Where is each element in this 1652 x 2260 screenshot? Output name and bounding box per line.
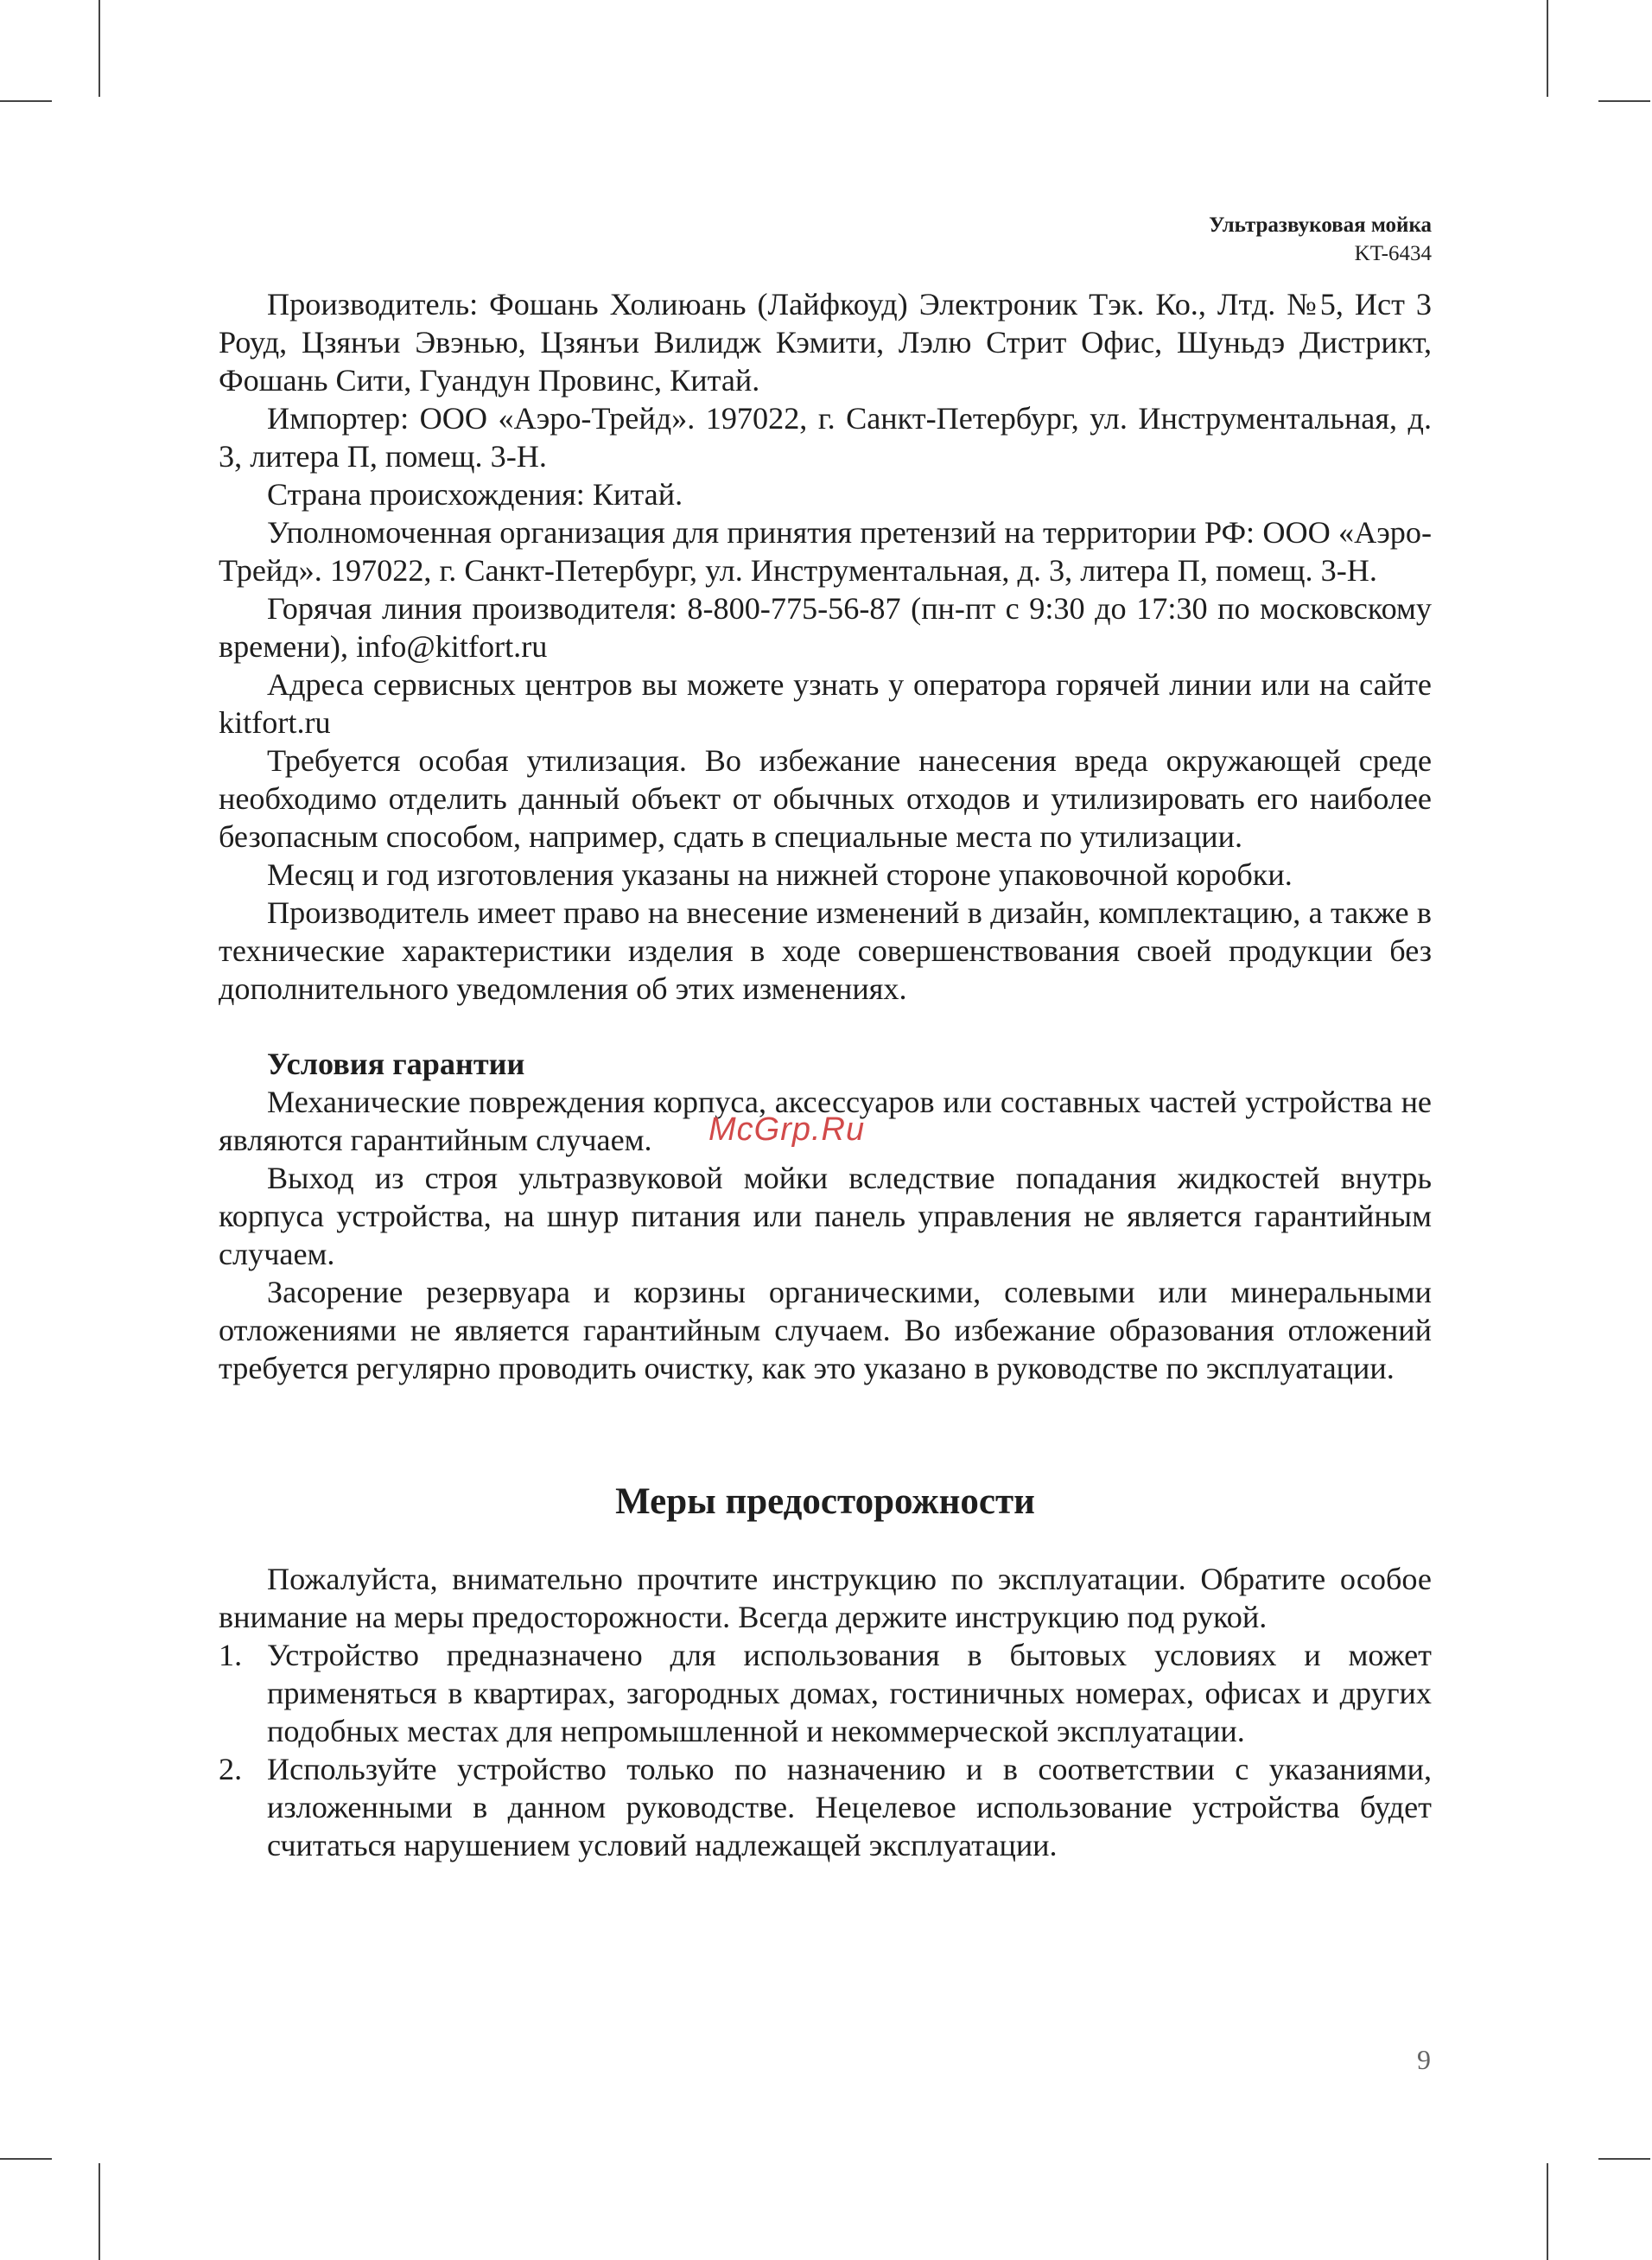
- crop-mark: [1598, 2158, 1650, 2160]
- list-item-number: 2.: [219, 1752, 243, 1786]
- header-title: Ультразвуковая мойка: [1209, 213, 1432, 237]
- manufacturer-paragraph: Производитель: Фошань Холиюань (Лайфкоуд) Электроник Тэк. Ко., Лтд. №5, Ист 3 Роуд, Цзянъи Эвэнью, Цзянъи Вилидж Кэмити, Лэлю Стрит Офис, Шуньдэ Дистрикт, Фошань Сити, Гуандун Провинс, Китай.: [219, 287, 1432, 398]
- crop-mark: [98, 0, 100, 97]
- warranty-heading: Условия гарантии: [267, 1047, 525, 1081]
- crop-mark: [98, 2163, 100, 2260]
- header-model: KT-6434: [1354, 242, 1432, 265]
- page-body: [219, 285, 1432, 1864]
- running-header: [1209, 211, 1432, 268]
- service-centers-paragraph: Адреса сервисных центров вы можете узнать у оператора горячей линии или на сайте kitfort.ru: [219, 667, 1432, 740]
- page-number: 9: [1417, 2044, 1431, 2075]
- changes-paragraph: Производитель имеет право на внесение изменений в дизайн, комплектацию, а также в технические характеристики изделия в ходе совершенствования своей продукции без дополнительного уведомления об этих изменениях.: [219, 895, 1432, 1006]
- list-item: [219, 1636, 1432, 1750]
- precautions-intro: Пожалуйста, внимательно прочтите инструкцию по эксплуатации. Обратите особое внимание на меры предосторожности. Всегда держите инструкцию под рукой.: [219, 1562, 1432, 1634]
- list-item: [219, 1750, 1432, 1864]
- origin-paragraph: Страна происхождения: Китай.: [267, 477, 683, 512]
- crop-mark: [1547, 2163, 1548, 2260]
- crop-mark: [1598, 100, 1650, 102]
- disposal-paragraph: Требуется особая утилизация. Во избежание нанесения вреда окружающей среде необходимо отделить данный объект от обычных отходов и утилизировать его наиболее безопасным способом, например, сдать в специальные места по утилизации.: [219, 743, 1432, 854]
- crop-mark: [0, 2158, 52, 2160]
- watermark: McGrp.Ru: [708, 1111, 866, 1148]
- list-item-text: Используйте устройство только по назначению и в соответствии с указаниями, изложенными в данном руководстве. Нецелевое использование устройства будет считаться нарушением условий надлежащей эксплуатации.: [267, 1752, 1432, 1862]
- crop-mark: [1547, 0, 1548, 97]
- warranty-paragraph: Засорение резервуара и корзины органическими, солевыми или минеральными отложениями не является гарантийным случаем. Во избежание образования отложений требуется регулярно проводить очистку, как это указано в руководстве по эксплуатации.: [219, 1275, 1432, 1385]
- importer-paragraph: Импортер: ООО «Аэро-Трейд». 197022, г. Санкт-Петербург, ул. Инструментальная, д. 3, литера П, помещ. 3-Н.: [219, 401, 1432, 474]
- manufacture-date-paragraph: Месяц и год изготовления указаны на нижней стороне упаковочной коробки.: [267, 857, 1293, 892]
- warranty-paragraph: Механические повреждения корпуса, аксессуаров или составных частей устройства не являются гарантийным случаем.: [219, 1085, 1432, 1157]
- precautions-heading: Меры предосторожности: [615, 1481, 1035, 1522]
- warranty-paragraph: Выход из строя ультразвуковой мойки вследствие попадания жидкостей внутрь корпуса устройства, на шнур питания или панель управления не является гарантийным случаем.: [219, 1161, 1432, 1271]
- precautions-list: [219, 1636, 1432, 1864]
- list-item-text: Устройство предназначено для использования в бытовых условиях и может применяться в квартирах, загородных домах, гостиничных номерах, офисах и других подобных местах для непромышленной и некоммерческой эксплуатации.: [267, 1638, 1432, 1748]
- list-item-number: 1.: [219, 1638, 243, 1672]
- claims-org-paragraph: Уполномоченная организация для принятия претензий на территории РФ: ООО «Аэро-Трейд». 197022, г. Санкт-Петербург, ул. Инструментальная, д. 3, литера П, помещ. 3-Н.: [219, 515, 1432, 588]
- hotline-paragraph: Горячая линия производителя: 8-800-775-56-87 (пн-пт с 9:30 до 17:30 по московскому времени), info@kitfort.ru: [219, 591, 1432, 664]
- crop-mark: [0, 100, 52, 102]
